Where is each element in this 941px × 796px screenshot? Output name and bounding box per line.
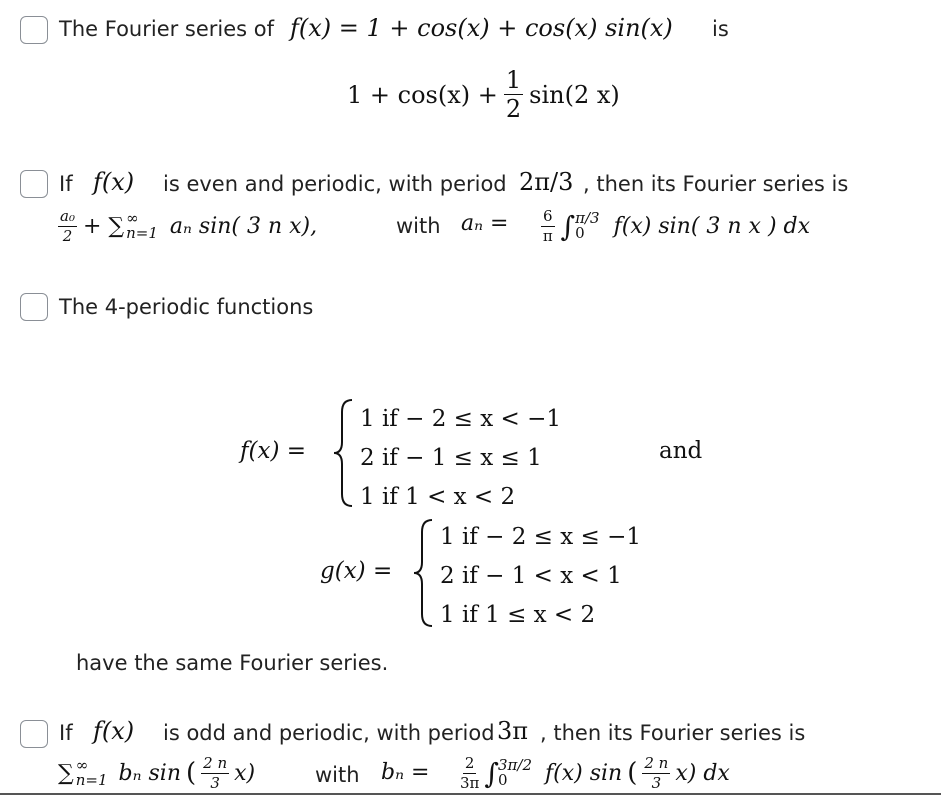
coef-fraction: [460, 753, 480, 792]
fraction-denominator: 2: [505, 95, 522, 123]
fraction-denominator: 3: [210, 773, 220, 792]
sum-sign: + ∑: [82, 213, 125, 239]
option-1-checkbox[interactable]: [20, 16, 48, 44]
option-4-checkbox[interactable]: [20, 720, 48, 748]
integral-limits: [498, 758, 532, 788]
integrand-end: x) dx: [675, 760, 730, 786]
fraction-denominator: 2: [62, 226, 73, 245]
formula-part: sin(2 x): [529, 80, 620, 109]
fraction-denominator: π: [542, 226, 553, 245]
option-2-checkbox[interactable]: [20, 170, 48, 198]
formula-part: 1 + cos(x) +: [347, 80, 498, 109]
fraction-denominator: 3π: [460, 773, 480, 792]
option-3-text: The 4-periodic functions: [59, 295, 314, 319]
option-2-text-end: , then its Fourier series is: [583, 172, 849, 196]
sum-sign: ∑: [58, 760, 74, 786]
option-4-coef: bₙ =: [381, 760, 430, 785]
fraction-numerator: a₀: [60, 206, 75, 225]
option-2-with: with: [396, 214, 441, 238]
integral-sign: ∫: [560, 209, 576, 243]
option-2-series: [58, 205, 317, 247]
option-1-text: The Fourier series of: [59, 17, 275, 41]
option-1-inline-formula: f(x) = 1 + cos(x) + cos(x) sin(x): [290, 14, 673, 42]
f-label: f(x) =: [240, 438, 307, 464]
option-1-display-formula: [347, 68, 620, 121]
f-cases: [360, 400, 561, 517]
sum-lower: n=1: [126, 224, 158, 242]
g-label: g(x) =: [320, 558, 393, 584]
fraction-numerator: 6: [543, 206, 553, 225]
sum-upper: ∞: [126, 209, 139, 227]
f-brace: [332, 398, 356, 508]
series-term: aₙ sin( 3 n x),: [169, 213, 318, 239]
option-3-closing-text: have the same Fourier series.: [76, 651, 389, 675]
fraction-numerator: 2 n: [644, 753, 669, 772]
option-2-period: 2π/3: [519, 168, 574, 196]
integral-lower: 0: [575, 224, 585, 242]
sum-limits: [76, 758, 108, 788]
integrand: f(x) sin: [545, 760, 623, 786]
option-2-text-mid: is even and periodic, with period: [163, 172, 507, 196]
option-1-text-suffix: is: [712, 17, 729, 41]
fraction-denominator: 3: [651, 773, 662, 792]
option-4-coef-formula: [460, 753, 730, 793]
option-4-text-mid: is odd and periodic, with period: [163, 721, 495, 745]
g-case-1: 1 if − 2 ≤ x ≤ −1: [440, 524, 642, 550]
integral-lower: 0: [498, 771, 508, 789]
series-term-end: x): [234, 760, 256, 786]
g-case-3: 1 if 1 ≤ x < 2: [440, 602, 596, 628]
f-case-1: 1 if − 2 ≤ x < −1: [360, 406, 562, 432]
open-paren: (: [627, 758, 638, 788]
g-brace: [412, 518, 436, 628]
sum-lower: n=1: [75, 771, 108, 789]
option-2-coef: aₙ =: [461, 211, 509, 236]
option-4-period: 3π: [497, 717, 529, 745]
sum-limits: [126, 211, 158, 241]
option-4-with: with: [315, 763, 360, 787]
g-case-2: 2 if − 1 < x < 1: [440, 563, 622, 589]
and-text: and: [659, 438, 703, 464]
series-fraction: [201, 753, 229, 792]
open-paren: (: [186, 758, 197, 788]
integral-sign: ∫: [484, 756, 499, 790]
fraction-numerator: 2 n: [203, 753, 228, 772]
option-2-coef-formula: [541, 205, 810, 247]
series-term: bₙ sin: [118, 760, 181, 786]
f-case-3: 1 if 1 < x < 2: [360, 484, 516, 510]
bottom-divider: [0, 793, 941, 795]
option-4-text-end: , then its Fourier series is: [540, 721, 806, 745]
a0-fraction: [58, 206, 77, 245]
fraction-numerator: 2: [464, 753, 475, 772]
option-3-checkbox[interactable]: [20, 293, 48, 321]
option-2-func: f(x): [93, 168, 135, 196]
coef-fraction: [541, 206, 555, 245]
option-2-if: If: [59, 172, 73, 196]
f-case-2: 2 if − 1 ≤ x ≤ 1: [360, 445, 542, 471]
integrand: f(x) sin( 3 n x ) dx: [613, 213, 811, 239]
integral-limits: [575, 211, 599, 241]
sum-upper: ∞: [75, 756, 89, 774]
integral-upper: π/3: [575, 209, 600, 227]
integrand-fraction: [642, 753, 670, 792]
option-4-if: If: [59, 721, 73, 745]
option-4-func: f(x): [93, 717, 135, 745]
option-4-series: [58, 753, 255, 793]
formula-fraction: [504, 68, 523, 121]
fraction-numerator: 1: [505, 66, 522, 94]
g-cases: [440, 518, 641, 635]
integral-upper: 3π/2: [498, 756, 532, 774]
